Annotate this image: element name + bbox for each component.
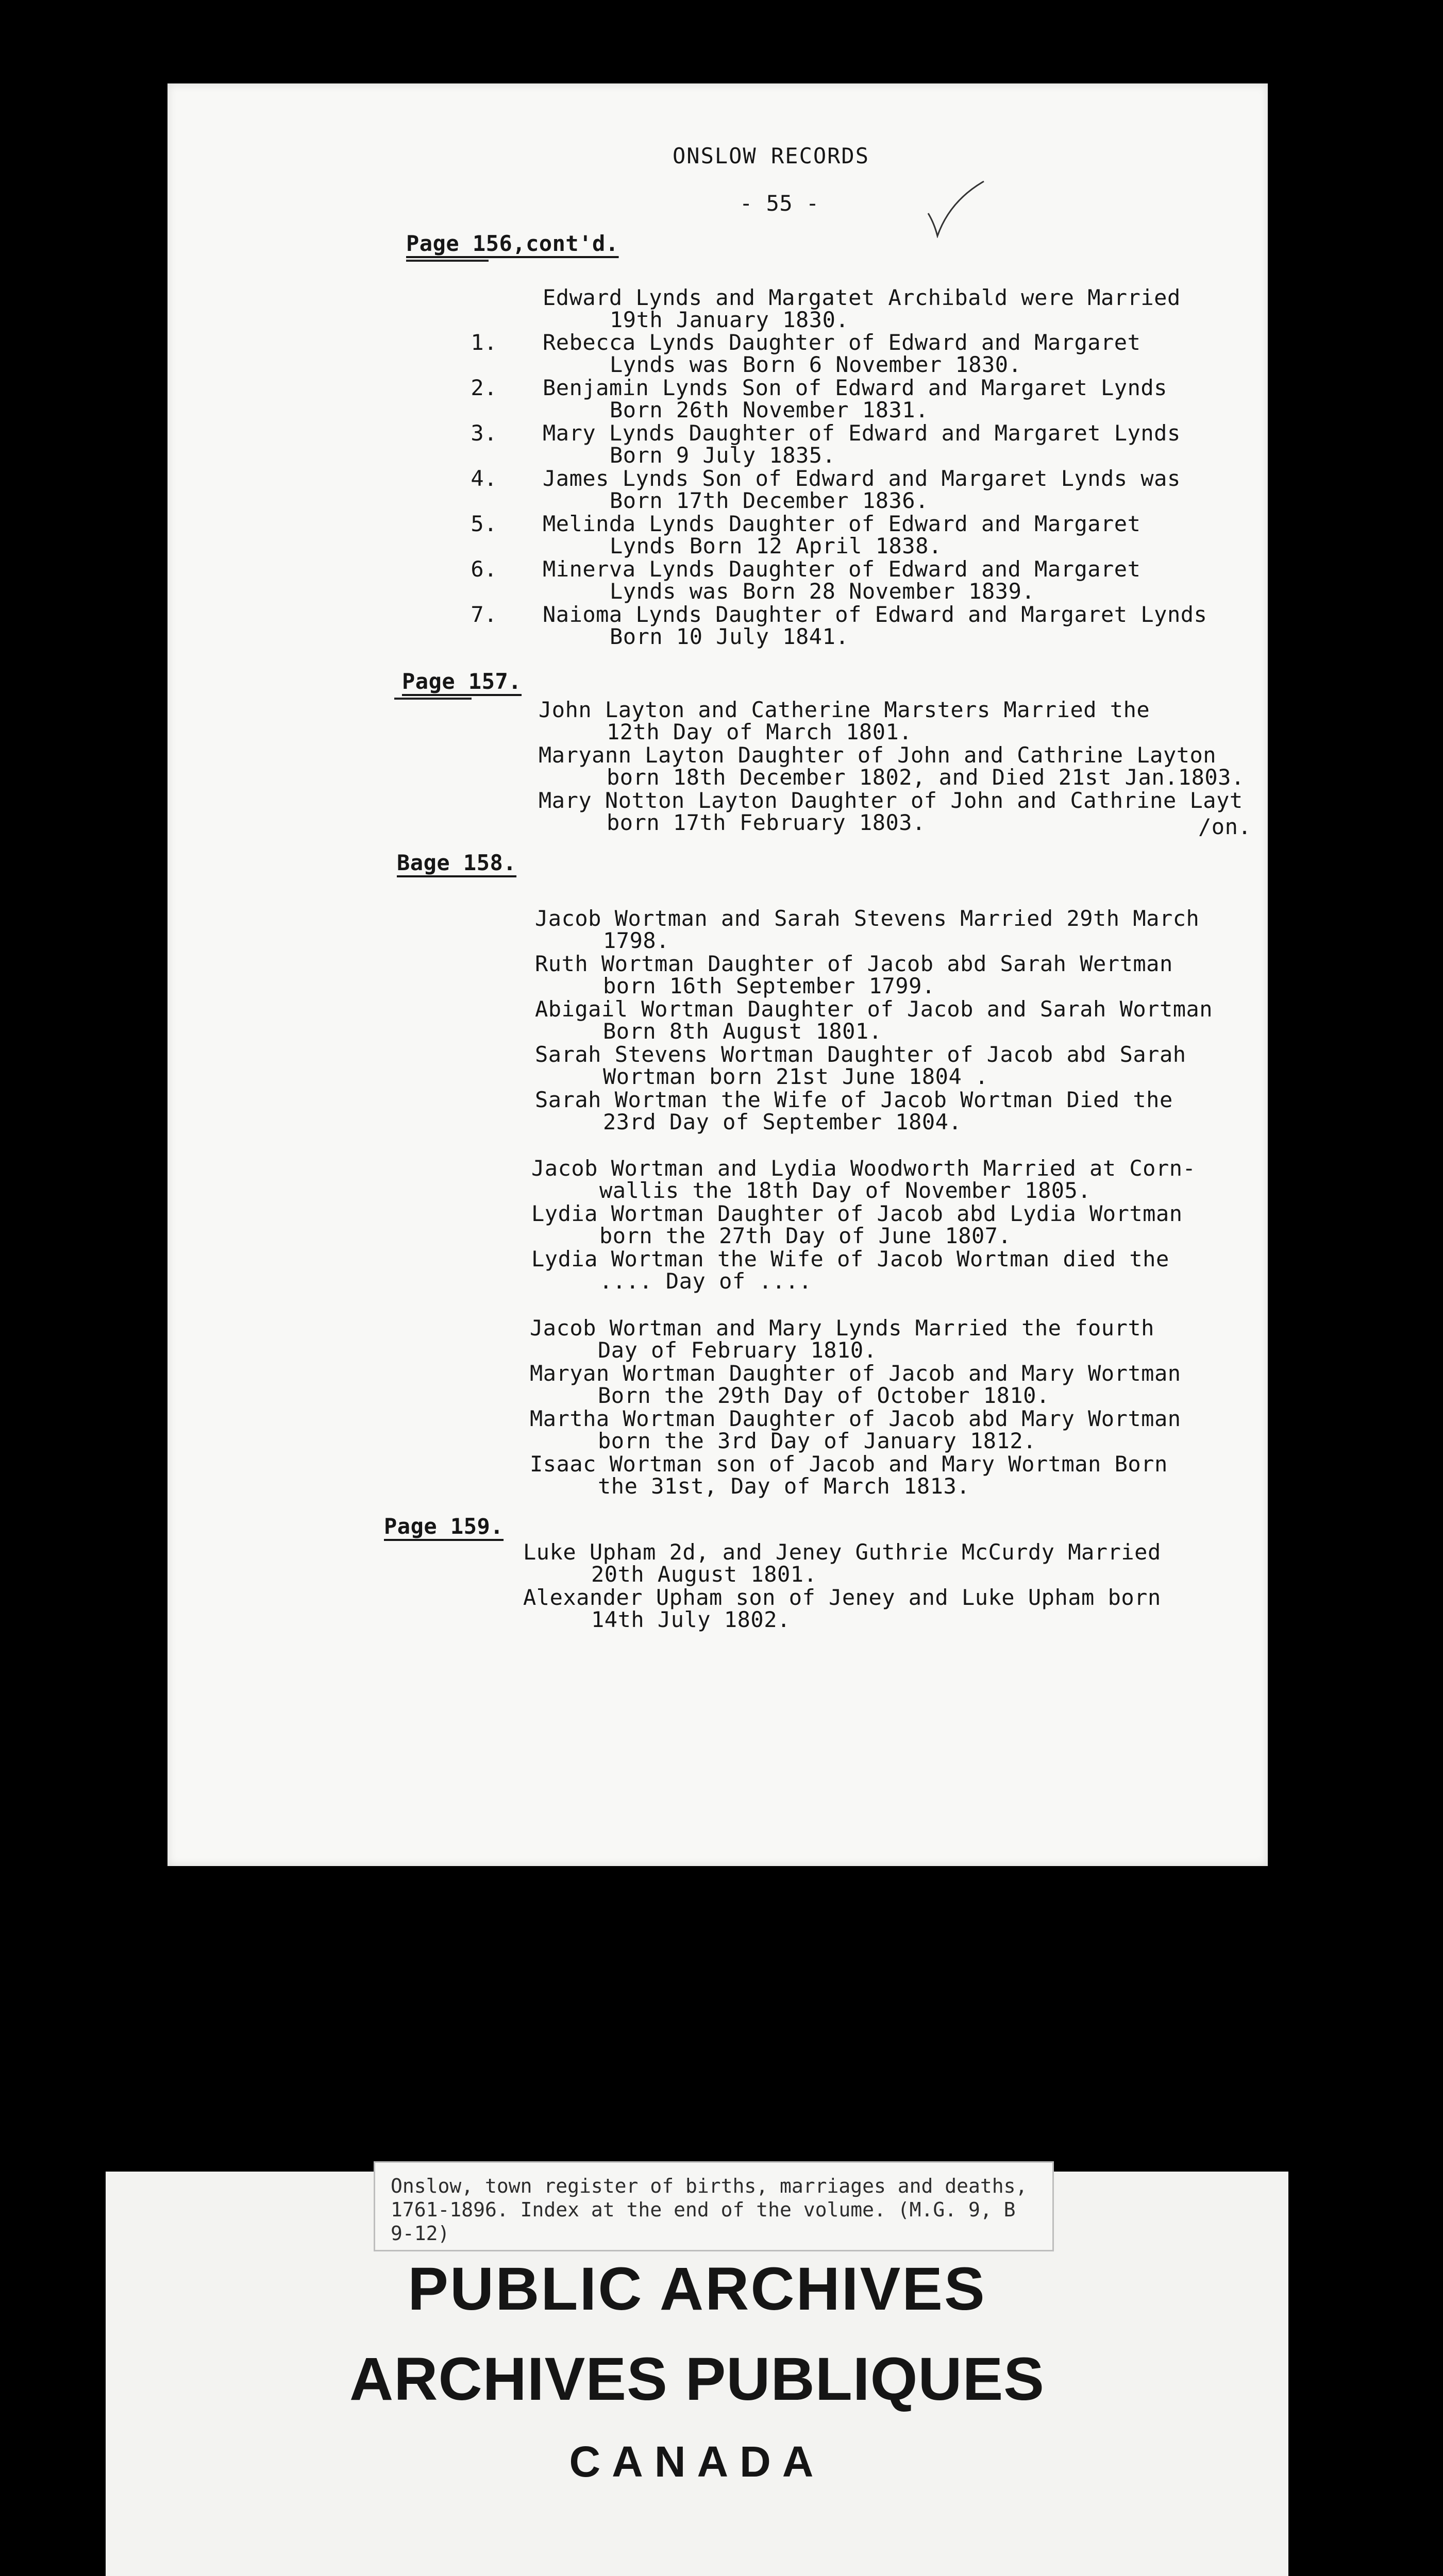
record-line: Sarah Stevens Wortman Daughter of Jacob abd Sarah bbox=[535, 1042, 1186, 1067]
record-line: Jacob Wortman and Mary Lynds Married the fourth bbox=[530, 1315, 1154, 1341]
record-line: wallis the 18th Day of November 1805. bbox=[599, 1178, 1092, 1203]
section-heading-page-156: Page 156,cont'd. bbox=[406, 231, 619, 256]
record-line: born the 27th Day of June 1807. bbox=[599, 1223, 1012, 1248]
record-line: Born 17th December 1836. bbox=[610, 488, 929, 513]
entry-number: 2. bbox=[471, 375, 497, 400]
record-line: Alexander Upham son of Jeney and Luke Upham born bbox=[523, 1585, 1161, 1610]
record-line: Abigail Wortman Daughter of Jacob and Sarah Wortman bbox=[535, 996, 1213, 1022]
record-line: born 18th December 1802, and Died 21st Jan.1803. bbox=[607, 765, 1245, 790]
record-line: Melinda Lynds Daughter of Edward and Margaret bbox=[543, 511, 1141, 536]
heading-underline-accent bbox=[394, 698, 472, 700]
record-line: 14th July 1802. bbox=[591, 1607, 791, 1632]
section-heading-page-157: Page 157. bbox=[402, 669, 522, 694]
record-line: Naioma Lynds Daughter of Edward and Margaret Lynds bbox=[543, 602, 1207, 627]
record-line: .... Day of .... bbox=[599, 1268, 812, 1294]
record-line: Ruth Wortman Daughter of Jacob abd Sarah Wertman bbox=[535, 951, 1173, 976]
record-line: Jacob Wortman and Lydia Woodworth Married at Corn- bbox=[531, 1156, 1196, 1181]
record-line: Lydia Wortman the Wife of Jacob Wortman died the bbox=[531, 1246, 1169, 1272]
heading-underline-accent bbox=[406, 260, 489, 262]
record-line: Luke Upham 2d, and Jeney Guthrie McCurdy Married bbox=[523, 1539, 1161, 1565]
record-line: Lynds Born 12 April 1838. bbox=[610, 533, 942, 558]
entry-number: 3. bbox=[471, 420, 497, 446]
record-line: 23rd Day of September 1804. bbox=[603, 1109, 962, 1134]
record-line: Mary Lynds Daughter of Edward and Margaret Lynds bbox=[543, 420, 1181, 446]
catalog-label-text: Onslow, town register of births, marriages and deaths, 1761-1896. Index at the end of the volume. (M.G. 9, B 9-12) bbox=[391, 2175, 1028, 2245]
record-line: Jacob Wortman and Sarah Stevens Married 29th March bbox=[535, 906, 1200, 931]
record-line: the 31st, Day of March 1813. bbox=[598, 1473, 970, 1499]
stamp-canada: CANADA bbox=[569, 2437, 825, 2486]
stamp-public-archives: PUBLIC ARCHIVES bbox=[408, 2255, 986, 2323]
record-line: Lynds was Born 6 November 1830. bbox=[610, 352, 1022, 377]
record-line: 1798. bbox=[603, 928, 669, 953]
entry-number: 5. bbox=[471, 511, 497, 536]
record-line: /on. bbox=[1198, 814, 1252, 839]
record-line: 19th January 1830. bbox=[610, 307, 849, 332]
typescript-page bbox=[167, 83, 1268, 1866]
record-line: Born 8th August 1801. bbox=[603, 1019, 882, 1044]
record-line: born the 3rd Day of January 1812. bbox=[598, 1428, 1036, 1453]
entry-number: 7. bbox=[471, 602, 497, 627]
record-line: Wortman born 21st June 1804 . bbox=[603, 1064, 988, 1089]
page-number: - 55 - bbox=[740, 191, 819, 216]
record-line: born 16th September 1799. bbox=[603, 973, 935, 998]
record-line: Day of February 1810. bbox=[598, 1337, 877, 1363]
section-heading-page-158: Bage 158. bbox=[397, 850, 517, 875]
catalog-label bbox=[374, 2161, 1054, 2251]
record-line: Minerva Lynds Daughter of Edward and Margaret bbox=[543, 556, 1141, 582]
stamp-archives-publiques: ARCHIVES PUBLIQUES bbox=[349, 2345, 1045, 2413]
record-line: Edward Lynds and Margatet Archibald were Married bbox=[543, 285, 1181, 310]
record-line: Isaac Wortman son of Jacob and Mary Wortman Born bbox=[530, 1451, 1168, 1477]
record-line: John Layton and Catherine Marsters Married the bbox=[539, 697, 1150, 722]
record-line: Born 10 July 1841. bbox=[610, 624, 849, 649]
record-line: 12th Day of March 1801. bbox=[607, 719, 913, 744]
record-line: Born 9 July 1835. bbox=[610, 443, 836, 468]
record-line: Mary Notton Layton Daughter of John and Cathrine Layt bbox=[539, 788, 1243, 813]
record-line: 20th August 1801. bbox=[591, 1562, 817, 1587]
entry-number: 1. bbox=[471, 330, 497, 355]
record-line: Lydia Wortman Daughter of Jacob abd Lydia Wortman bbox=[531, 1201, 1183, 1226]
record-line: born 17th February 1803. bbox=[607, 810, 926, 835]
records-title: ONSLOW RECORDS bbox=[673, 143, 870, 168]
check-mark-icon bbox=[925, 176, 987, 238]
record-line: Martha Wortman Daughter of Jacob abd Mary Wortman bbox=[530, 1406, 1181, 1431]
record-line: Lynds was Born 28 November 1839. bbox=[610, 579, 1035, 604]
record-line: Born 26th November 1831. bbox=[610, 397, 929, 422]
record-line: James Lynds Son of Edward and Margaret Lynds was bbox=[543, 466, 1181, 491]
record-line: Benjamin Lynds Son of Edward and Margaret Lynds bbox=[543, 375, 1167, 400]
record-line: Maryann Layton Daughter of John and Cathrine Layton bbox=[539, 742, 1217, 768]
entry-number: 4. bbox=[471, 466, 497, 491]
record-line: Sarah Wortman the Wife of Jacob Wortman Died the bbox=[535, 1087, 1173, 1112]
record-line: Born the 29th Day of October 1810. bbox=[598, 1383, 1050, 1408]
record-line: Maryan Wortman Daughter of Jacob and Mary Wortman bbox=[530, 1361, 1181, 1386]
entry-number: 6. bbox=[471, 556, 497, 582]
record-line: Rebecca Lynds Daughter of Edward and Margaret bbox=[543, 330, 1141, 355]
section-heading-page-159: Page 159. bbox=[384, 1514, 504, 1539]
